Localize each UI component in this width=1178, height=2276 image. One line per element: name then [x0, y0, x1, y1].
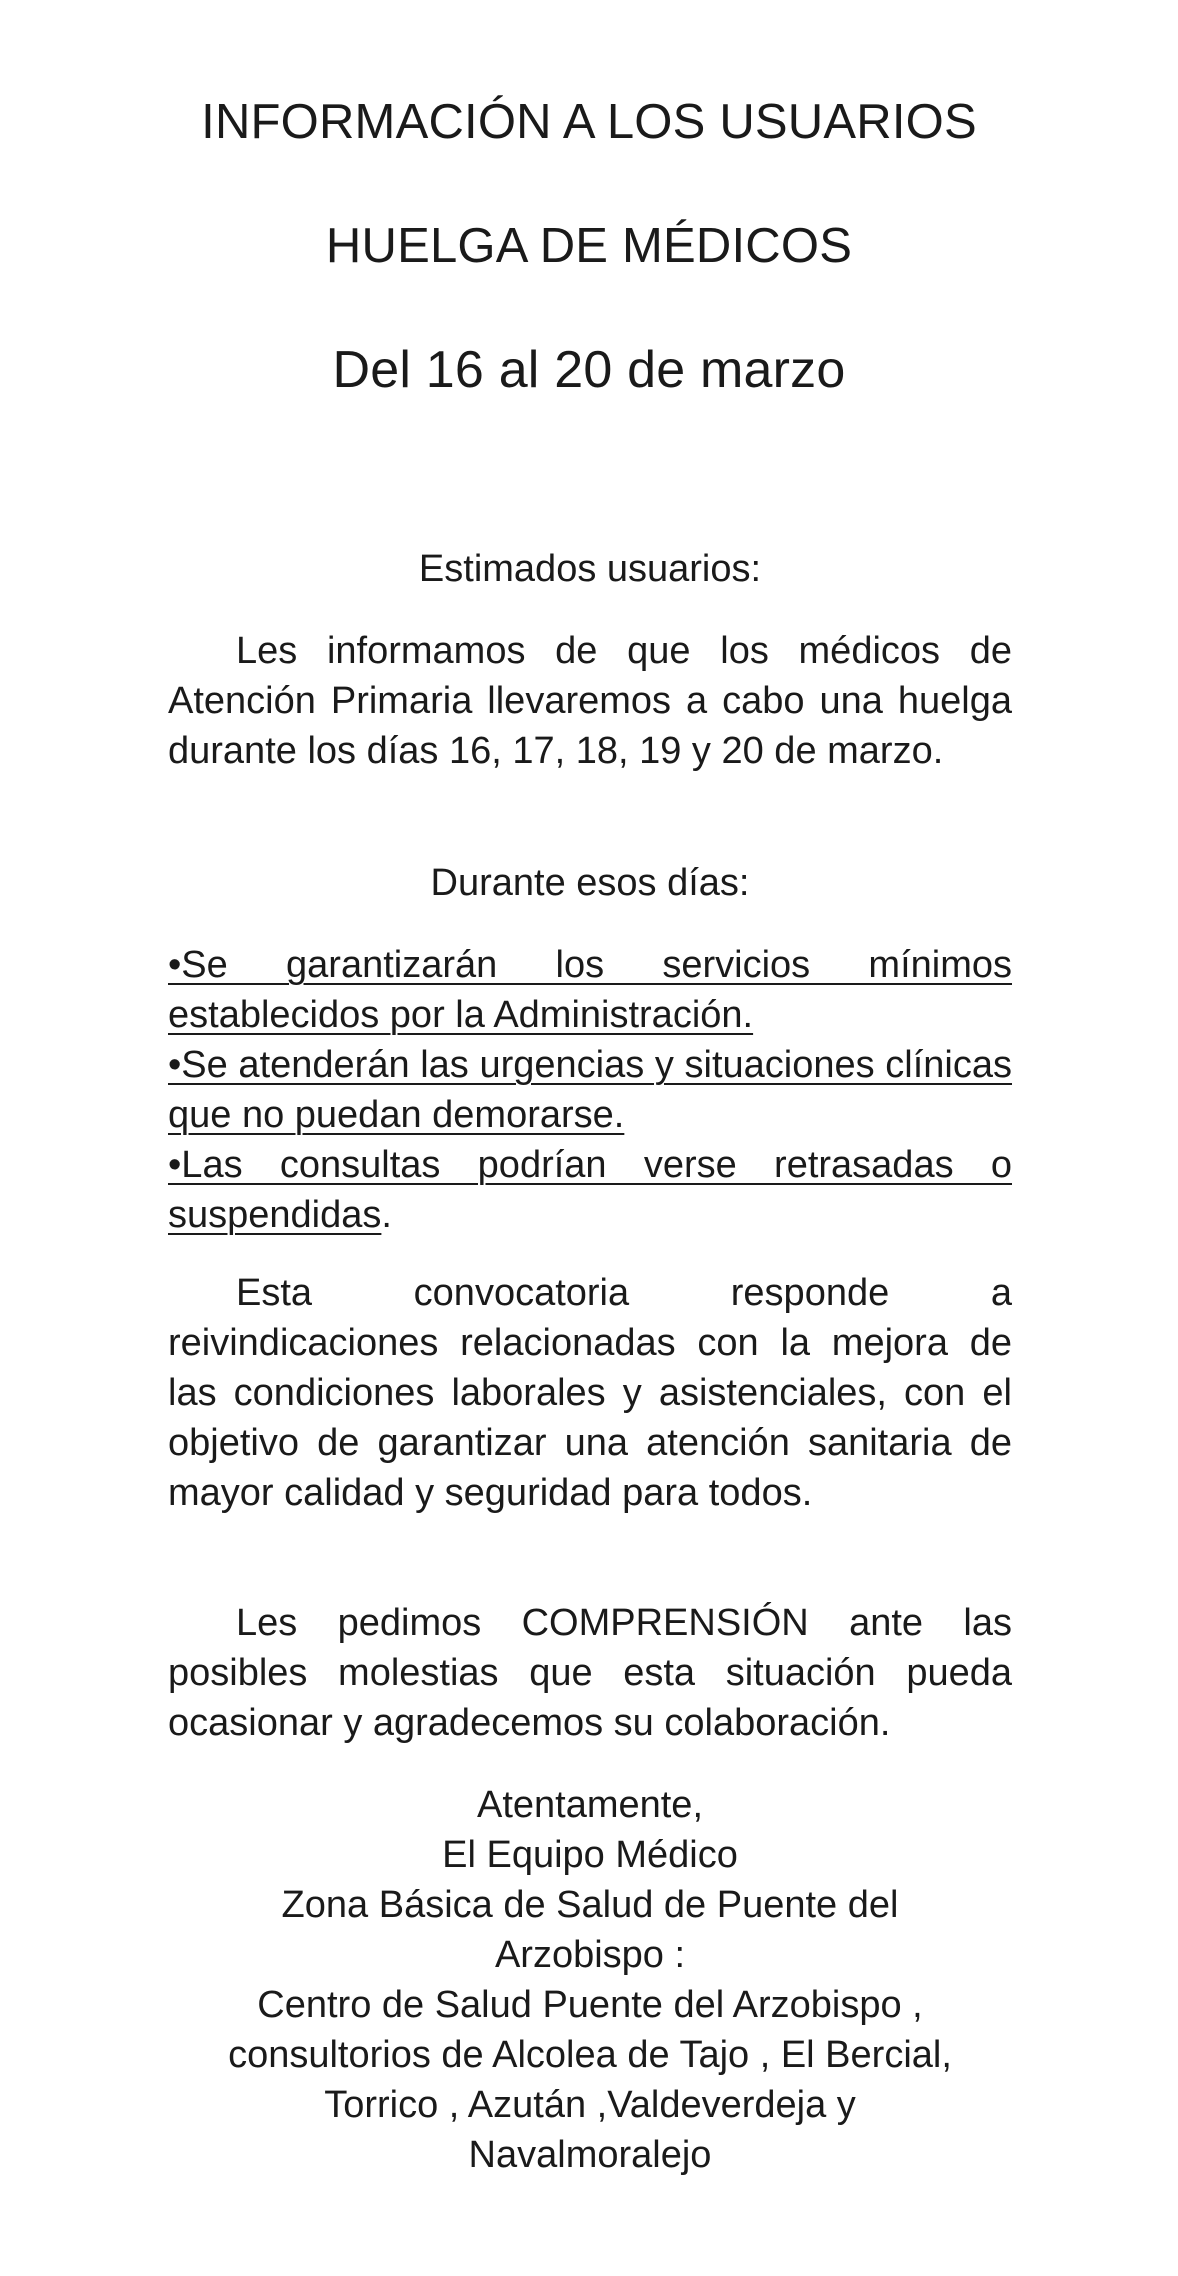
signature-centers-line: consultorios de Alcolea de Tajo , El Bercial,	[228, 2034, 952, 2076]
apology-paragraph: Les pedimos COMPRENSIÓN ante las posibles molestias que esta situación pueda ocasionar y agradecemos su colaboración.	[168, 1602, 1012, 1744]
signature-zone-line: Zona Básica de Salud de Puente del	[281, 1884, 899, 1926]
notice-subtitle: HUELGA DE MÉDICOS	[325, 219, 853, 273]
bullet-item	[168, 940, 1012, 1040]
notice-title: INFORMACIÓN A LOS USUARIOS	[201, 95, 977, 149]
signature-zone-line: Arzobispo :	[494, 1934, 686, 1976]
bullet-consultations: •Las consultas podrían verse retrasadas o suspendidas	[168, 1144, 1012, 1236]
signature-block	[168, 1780, 1012, 2180]
signature-centers-line: Centro de Salud Puente del Arzobispo ,	[257, 1984, 923, 2026]
bullet-minimum-services: •Se garantizarán los servicios mínimos establecidos por la Administración.	[168, 944, 1012, 1036]
during-heading: Durante esos días:	[430, 862, 750, 904]
bullet-urgencies: •Se atenderán las urgencias y situaciones clínicas que no puedan demorarse.	[168, 1044, 1012, 1136]
signature-team: El Equipo Médico	[442, 1834, 738, 1876]
signature-closing: Atentamente,	[476, 1784, 704, 1826]
bullet-item	[168, 1140, 1012, 1240]
reasons-paragraph: Esta convocatoria responde a reivindicaciones relacionadas con la mejora de las condiciones laborales y asistenciales, con el objetivo de garantizar una atención sanitaria de mayor calidad y seguridad para todos.	[168, 1272, 1012, 1514]
intro-paragraph: Les informamos de que los médicos de Atención Primaria llevaremos a cabo una huelga durante los días 16, 17, 18, 19 y 20 de marzo.	[168, 630, 1012, 772]
greeting: Estimados usuarios:	[418, 548, 762, 590]
signature-centers-line: Navalmoralejo	[468, 2134, 712, 2176]
strike-dates: Del 16 al 20 de marzo	[332, 341, 846, 399]
bullet-period: .	[381, 1194, 392, 1236]
signature-centers-line: Torrico , Azután ,Valdeverdeja y	[324, 2084, 856, 2126]
bullet-item	[168, 1040, 1012, 1140]
service-bullet-list	[168, 940, 1012, 1240]
